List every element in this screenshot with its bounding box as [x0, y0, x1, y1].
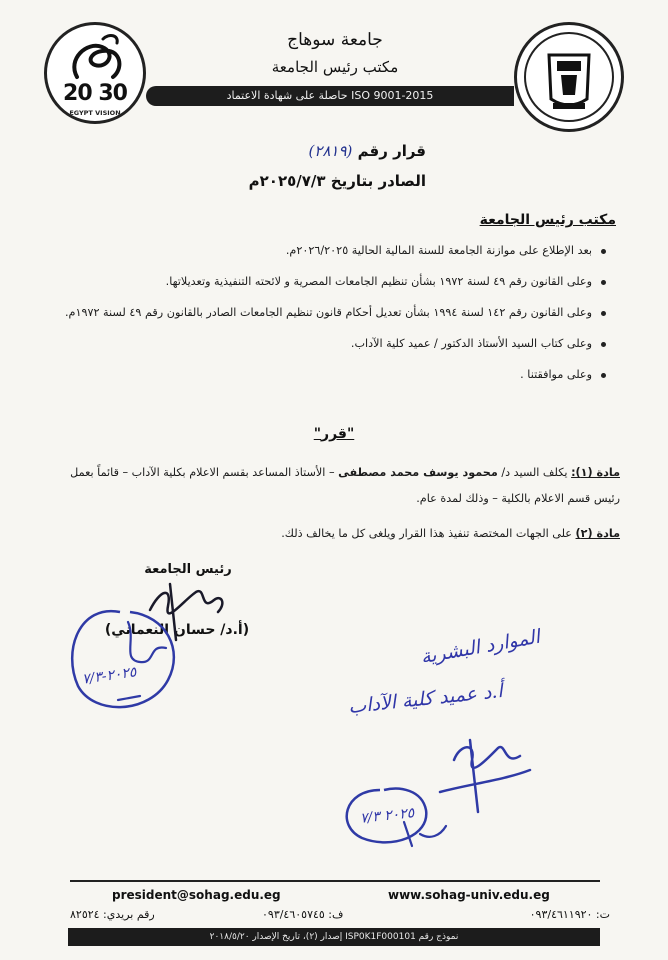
- article-2-text: على الجهات المختصة تنفيذ هذا القرار ويلغى كل ما يخالف ذلك.: [281, 527, 572, 540]
- appointee-name: محمود يوسف محمد مصطفى: [338, 466, 498, 479]
- office-heading: مكتب رئيس الجامعة: [479, 212, 616, 228]
- decision-number-prefix: قرار رقم: [357, 142, 426, 160]
- signer-title: رئيس الجامعة: [144, 562, 232, 577]
- article-1-label: مادة (١):: [571, 466, 620, 479]
- article-1-post: – الأستاذ المساعد بقسم الاعلام بكلية الآداب – قائماً بعمل رئيس قسم الاعلام بالكلية – وذلك لمدة عام.: [70, 466, 620, 505]
- decision-date-prefix: الصادر بتاريخ: [330, 172, 426, 190]
- decision-date: [249, 172, 426, 190]
- preamble-clauses: [48, 240, 608, 395]
- clause-item: بعد الإطلاع على موازنة الجامعة للسنة المالية الحالية ٢٠٢٦/٢٠٢٥م.: [48, 240, 608, 262]
- footer-website: www.sohag-univ.edu.eg: [388, 888, 550, 902]
- iso-banner: حاصلة على شهادة الاعتماد ISO 9001-2015: [146, 86, 514, 106]
- clause-item: وعلى القانون رقم ٤٩ لسنة ١٩٧٢ بشأن تنظيم الجامعات المصرية و لائحته التنفيذية وتعديلاتها.: [48, 271, 608, 293]
- clause-item: وعلى موافقتنا .: [48, 364, 608, 386]
- handwritten-date-right: ٢٠٢٥ ٧/٣: [359, 805, 415, 827]
- decision-date-value: ٢٠٢٥/٧/٣م: [248, 172, 326, 190]
- clause-item: وعلى القانون رقم ١٤٢ لسنة ١٩٩٤ بشأن تعديل أحكام قانون تنظيم الجامعات الصادر بالقانون رقم ٤٩ لسنة ١٩٧٢م.: [48, 302, 608, 324]
- handwritten-date-left: ٢٠٢٥-٧/٣: [81, 664, 138, 688]
- document-code-bar: نموذج رقم ISP0K1F000101 إصدار (٢)، تاريخ الإصدار ٢٠١٨/٥/٢٠: [68, 928, 600, 946]
- article-2: [42, 524, 620, 544]
- footer-postal: رقم بريدي: ٨٢٥٢٤: [70, 908, 155, 921]
- right-date-mark: [404, 822, 446, 846]
- sohag-university-seal: [514, 22, 624, 132]
- handwritten-dean-note: أ.د عميد كلية الآداب: [347, 679, 504, 719]
- university-name: جامعة سوهاج: [287, 30, 383, 50]
- vision-caption: EGYPT VISION: [69, 109, 121, 117]
- footer-email: president@sohag.edu.eg: [112, 888, 281, 902]
- article-1: [42, 460, 620, 512]
- handwritten-hr-note: الموارد البشرية: [419, 625, 542, 669]
- university-seal-icon: [517, 25, 621, 129]
- article-1-pre: يكلف السيد د/: [501, 466, 568, 479]
- decision-number-value: (٢٨١٩): [308, 142, 353, 160]
- egypt-vision-2030-logo: [44, 22, 146, 124]
- vision-number: 20 30: [63, 81, 127, 106]
- decision-number: [308, 142, 426, 160]
- vision-swirl-icon: [47, 29, 143, 85]
- decided-heading: "قرر": [313, 426, 355, 442]
- clause-item: وعلى كتاب السيد الأستاذ الدكتور / عميد كلية الآداب.: [48, 333, 608, 355]
- dean-signature: [440, 740, 530, 812]
- footer-phone: ت: ٠٩٣/٤٦١١٩٢٠: [529, 908, 610, 921]
- office-name: مكتب رئيس الجامعة: [271, 58, 399, 76]
- footer-fax: ف: ٠٩٣/٤٦٠٥٧٤٥: [262, 908, 344, 921]
- footer-divider: [70, 880, 600, 882]
- article-2-label: مادة (٢): [575, 527, 620, 540]
- signer-name: (أ.د/ حسان النعماني): [104, 622, 250, 638]
